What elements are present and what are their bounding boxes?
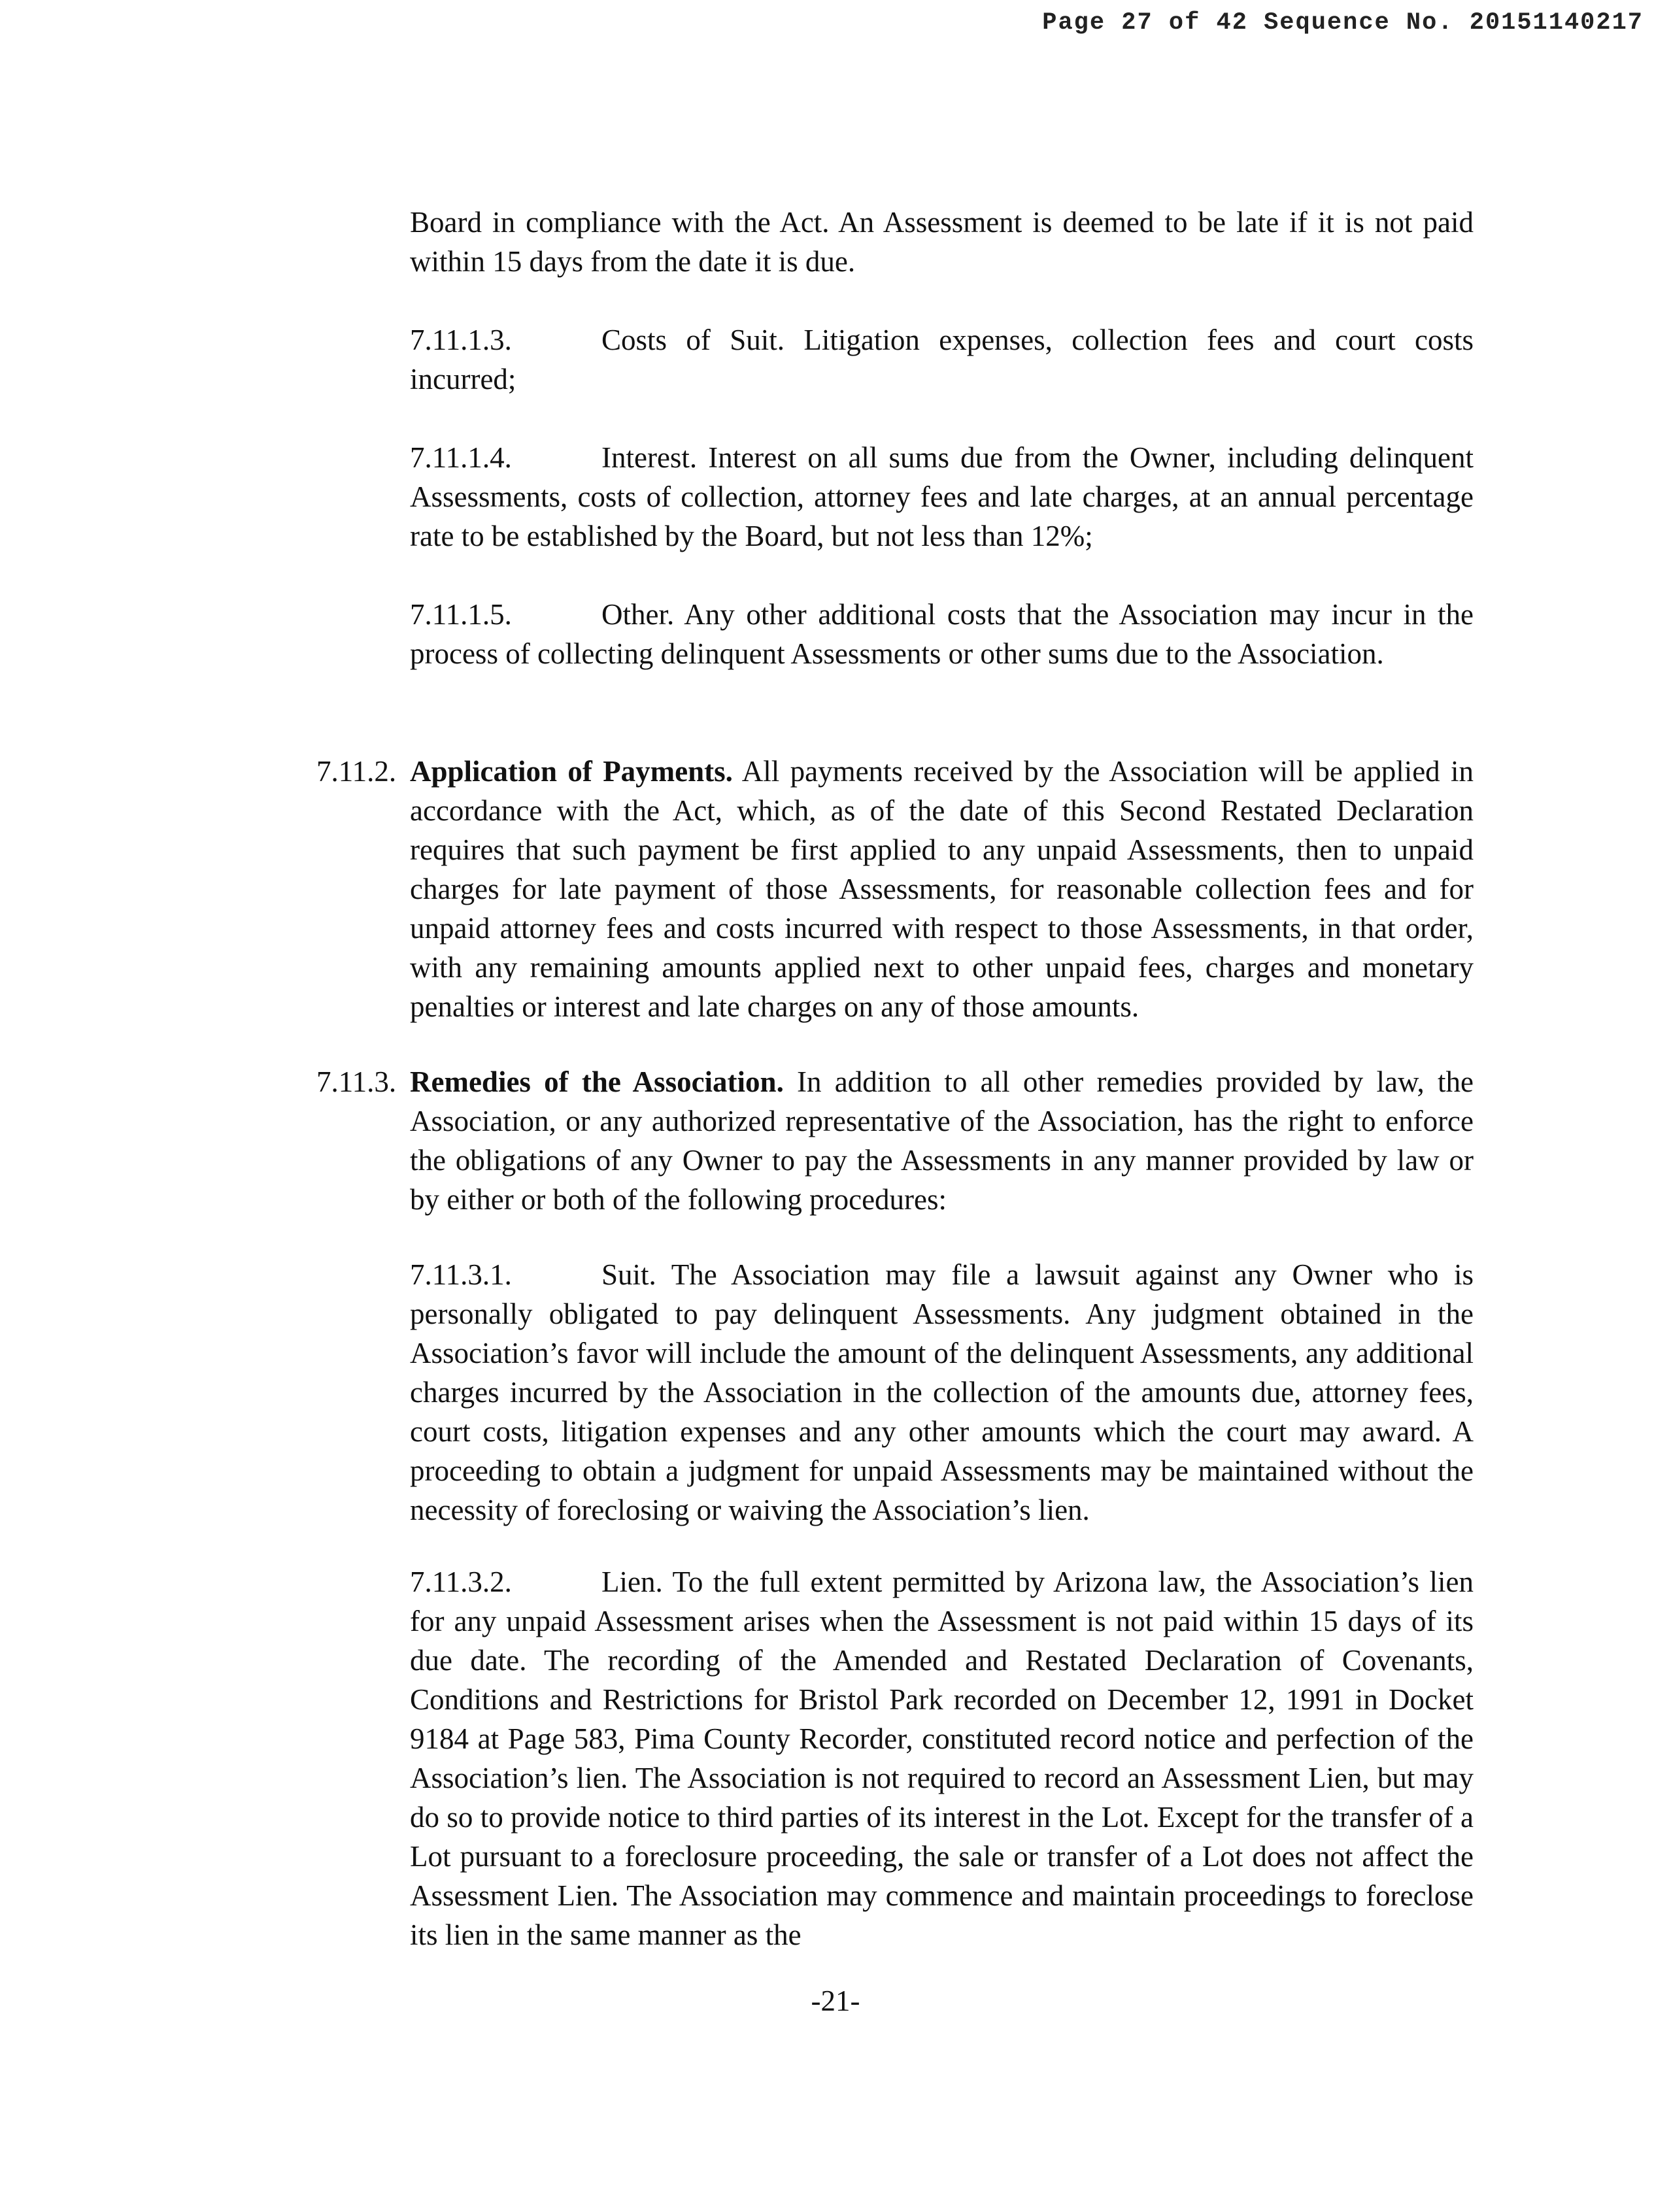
section-text: All payments received by the Association will be applied in accordance with the Act, which, as of the date of this Second Restated Declaration requires that such payment be first applied to any unpaid Assessments, then to unpaid charges for late payment of those Assessments, for reasonable collection fees and for unpaid attorney fees and costs incurred with respect to those Assessments, in that order, with any remaining amounts applied next to other unpaid fees, charges and monetary penalties or interest and late charges on any of those amounts.	[410, 755, 1474, 1023]
section-number-7-11-3: 7.11.3.	[316, 1065, 397, 1098]
section-title: Application of Payments.	[410, 755, 733, 788]
section-number: 7.11.1.5.	[410, 598, 512, 631]
section-title: Costs of Suit.	[601, 324, 785, 356]
section-title: Suit.	[601, 1258, 656, 1291]
paragraph-7-11-3-1	[410, 1255, 1474, 1530]
section-number: 7.11.3.2.	[410, 1566, 512, 1598]
section-title: Interest.	[601, 441, 698, 474]
section-title: Remedies of the Association.	[410, 1065, 784, 1098]
paragraph-7-11-2	[410, 752, 1474, 1026]
section-text: The Association may file a lawsuit against any Owner who is personally obligated to pay delinquent Assessments. Any judgment obtained in the Association’s favor will include the amount of the delinquent Assessments, any additional charges incurred by the Association in the collection of the amounts due, attorney fees, court costs, litigation expenses and any other amounts which the court may award. A proceeding to obtain a judgment for unpaid Assessments may be maintained without the necessity of foreclosing or waiving the Association’s lien.	[410, 1258, 1474, 1526]
section-number: 7.11.1.3.	[410, 324, 512, 356]
page-sequence-stamp: Page 27 of 42 Sequence No. 20151140217	[1042, 9, 1644, 37]
paragraph-7-11-3-2	[410, 1562, 1474, 1954]
section-number: 7.11.1.4.	[410, 441, 512, 474]
section-text: Any other additional costs that the Association may incur in the process of collecting delinquent Assessments or other sums due to the Association.	[410, 598, 1474, 670]
section-title: Lien.	[601, 1566, 663, 1598]
section-number: 7.11.3.1.	[410, 1258, 512, 1291]
paragraph-7-11-1-4	[410, 438, 1474, 556]
paragraph-7-11-1-3	[410, 320, 1474, 399]
paragraph-7-11-3	[410, 1062, 1474, 1219]
section-text: Litigation expenses, collection fees and court costs incurred;	[410, 324, 1474, 395]
section-text: In addition to all other remedies provided by law, the Association, or any authorized representative of the Association, has the right to enforce the obligations of any Owner to pay the Assessments in any manner provided by law or by either or both of the following procedures:	[410, 1065, 1474, 1216]
section-text: Interest on all sums due from the Owner, including delinquent Assessments, costs of collection, attorney fees and late charges, at an annual percentage rate to be established by the Board, but not less than 12%;	[410, 441, 1474, 552]
page-number: -21-	[811, 1985, 860, 2017]
section-text: To the full extent permitted by Arizona law, the Association’s lien for any unpaid Assessment arises when the Assessment is not paid within 15 days of its due date. The recording of the Amended and Restated Declaration of Covenants, Conditions and Restrictions for Bristol Park recorded on December 12, 1991 in Docket 9184 at Page 583, Pima County Recorder, constituted record notice and perfection of the Association’s lien. The Association is not required to record an Assessment Lien, but may do so to provide notice to third parties of its interest in the Lot. Except for the transfer of a Lot pursuant to a foreclosure proceeding, the sale or transfer of a Lot does not affect the Assessment Lien. The Association may commence and maintain proceedings to foreclose its lien in the same manner as the	[410, 1566, 1474, 1951]
section-title: Other.	[601, 598, 675, 631]
paragraph-continuation: Board in compliance with the Act. An Assessment is deemed to be late if it is not paid within 15 days from the date it is due.	[410, 206, 1474, 278]
paragraph-7-11-1-5	[410, 595, 1474, 673]
section-number-7-11-2: 7.11.2.	[316, 755, 397, 788]
